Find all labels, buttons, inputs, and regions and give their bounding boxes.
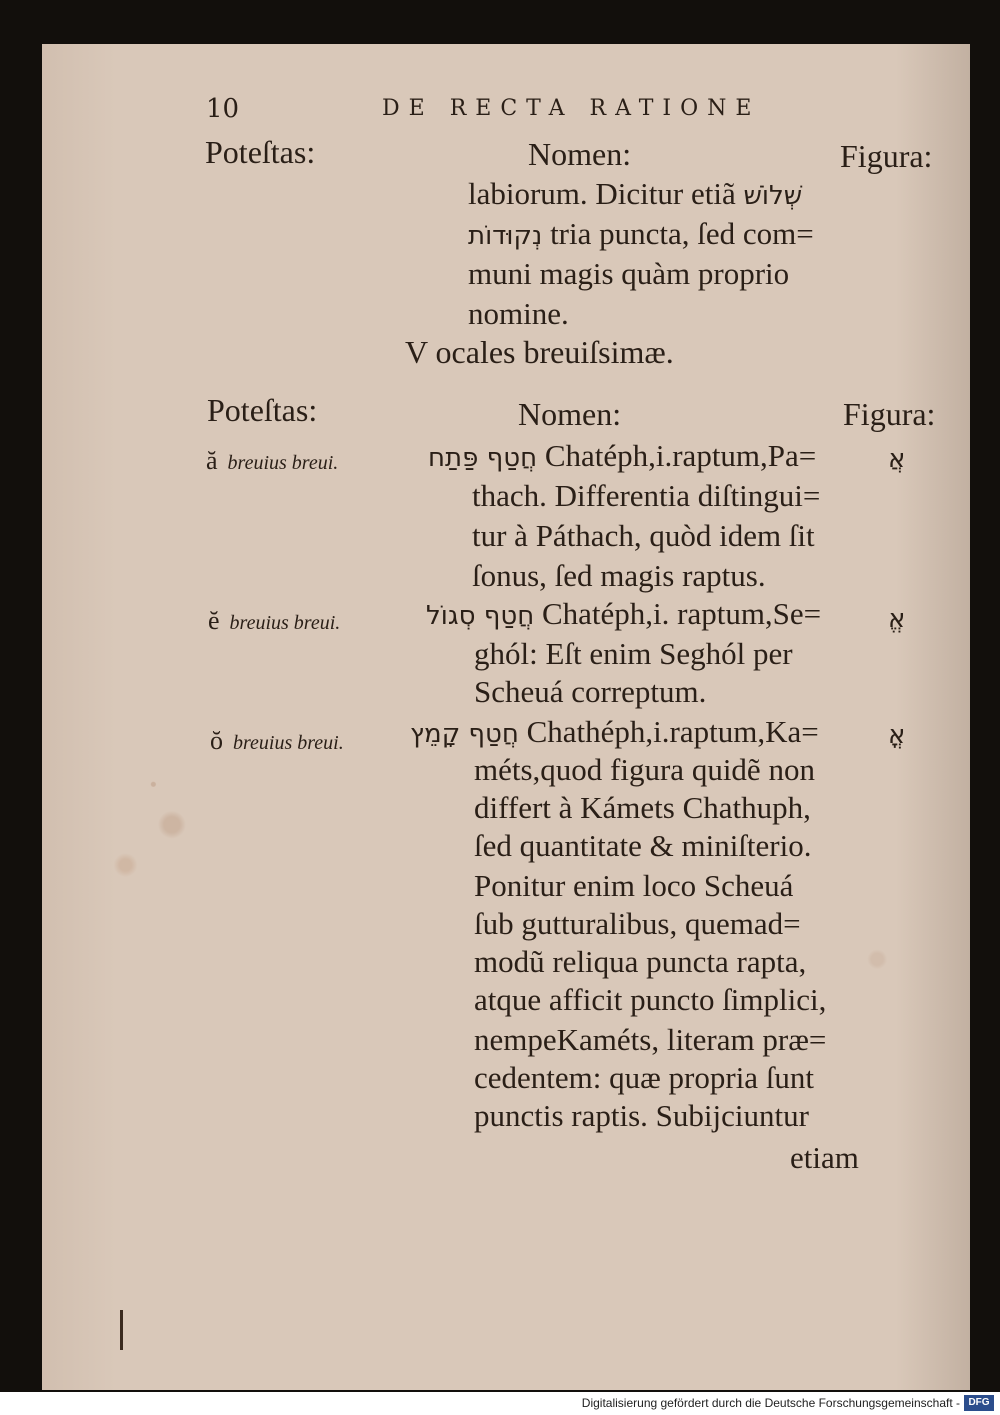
running-title: DE RECTA RATIONE [382,96,761,121]
text-line: labiorum. Dicitur etiã שְׁלוֹשׁ [468,176,803,211]
entry-line: ſub gutturalibus, quemad= [474,906,801,941]
power-value: ĕ breuius breui. [208,606,341,635]
column-head-potestas: Poteſtas: [207,392,318,428]
dfg-logo-icon: DFG [964,1395,994,1411]
entry-line: ſed quantitate & miniſterio. [474,828,812,863]
entry-line: Scheuá correptum. [474,674,707,709]
hebrew-word: נְקוּדוֹת [468,221,543,251]
entry-line: חֲטַף סְגוֹל Chatéph,i. raptum,Se= [426,596,822,631]
text-line: נְקוּדוֹת tria puncta, ſed com= [468,216,814,251]
entry-line: ghól: Eſt enim Seghól per [474,636,793,671]
entry-line: nempeKaméts, literam præ= [474,1022,827,1057]
column-head-potestas: Poteſtas: [205,134,316,170]
funding-credit: Digitalisierung gefördert durch die Deutsche Forschungsgemeinschaft - [581,1396,960,1410]
margin-mark [120,1310,123,1350]
catchword: etiam [790,1140,859,1175]
entry-line: thach. Differentia diſtingui= [472,478,821,513]
entry-line: Ponitur enim loco Scheuá [474,868,794,903]
column-head-nomen: Nomen: [518,396,622,432]
text-line: muni magis quàm proprio [468,256,790,291]
entry-line: atque afficit puncto ſimplici, [474,982,827,1017]
column-head-figura: Figura: [840,138,933,174]
entry-line: méts,quod figura quidẽ non [474,752,815,787]
hebrew-name: חֲטַף סְגוֹל [426,601,535,631]
entry-line: ſonus, ſed magis raptus. [472,558,766,593]
hebrew-name: חֲטַף פַּתַח [428,443,538,473]
hebrew-name: חֲטַף קָמֵץ [410,719,519,749]
vowel-figure: אֳ [888,720,906,750]
power-value: ŏ breuius breui. [210,726,344,755]
entry-line: tur à Páthach, quòd idem ſit [472,518,815,553]
entry-line: חֲטַף פַּתַח Chatéph,i.raptum,Pa= [428,438,817,473]
section-title: V ocales breuiſsimæ. [405,334,674,370]
column-head-figura: Figura: [843,396,936,432]
entry-line: cedentem: quæ propria ſunt [474,1060,815,1095]
entry-line: punctis raptis. Subijciuntur [474,1098,809,1133]
footer-bar [0,1392,1000,1415]
entry-line: modũ reliqua puncta rapta, [474,944,807,979]
vowel-figure: אֲ [888,444,906,474]
column-head-nomen: Nomen: [528,136,632,172]
page-number: 10 [206,94,240,124]
vowel-figure: אֱ [888,604,906,634]
entry-line: differt à Kámets Chathuph, [474,790,811,825]
hebrew-word: שְׁלוֹשׁ [743,181,803,211]
entry-line: חֲטַף קָמֵץ Chathéph,i.raptum,Ka= [410,714,819,749]
text-line: nomine. [468,296,569,331]
power-value: ă breuius breui. [206,446,339,475]
